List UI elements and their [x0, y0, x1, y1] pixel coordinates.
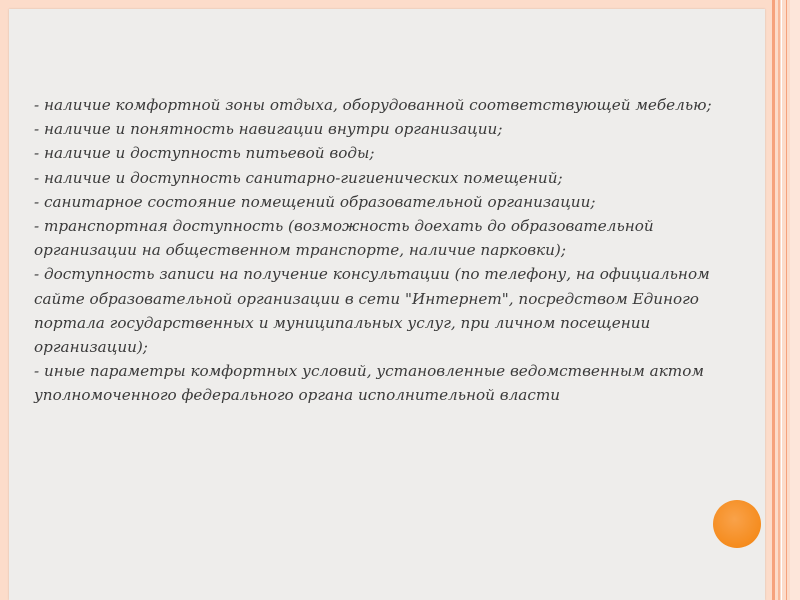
text-line: - транспортная доступность (возможность доехать до образовательной [34, 217, 654, 236]
text-line: - наличие и доступность питьевой воды; [34, 144, 375, 163]
text-line: портала государственных и муниципальных услуг, при личном посещении [34, 313, 651, 332]
text-line: сайте образовательной организации в сети "Интернет", посредством Единого [34, 289, 699, 308]
text-line: - наличие и понятность навигации внутри организации; [34, 120, 503, 139]
text-line: - наличие комфортной зоны отдыха, оборудованной соответствующей мебелью; [34, 96, 712, 114]
slide-text-body [34, 93, 754, 408]
text-line: организации на общественном транспорте, наличие парковки); [34, 241, 566, 260]
text-line: уполномоченного федерального органа исполнительной власти [34, 386, 561, 405]
decorative-stripe [778, 0, 780, 600]
decorative-stripe [790, 0, 800, 600]
text-line: - иные параметры комфортных условий, установленные ведомственным актом [34, 362, 704, 381]
orange-circle-decoration [713, 500, 761, 548]
decorative-stripe [781, 0, 782, 600]
text-line: организации); [34, 338, 148, 357]
text-line: - доступность записи на получение консультации (по телефону, на официальном [34, 265, 710, 284]
decorative-stripe [772, 0, 775, 600]
text-line: - наличие и доступность санитарно-гигиенических помещений; [34, 168, 563, 187]
text-line: - санитарное состояние помещений образовательной организации; [34, 192, 596, 211]
decorative-stripe [786, 0, 787, 600]
